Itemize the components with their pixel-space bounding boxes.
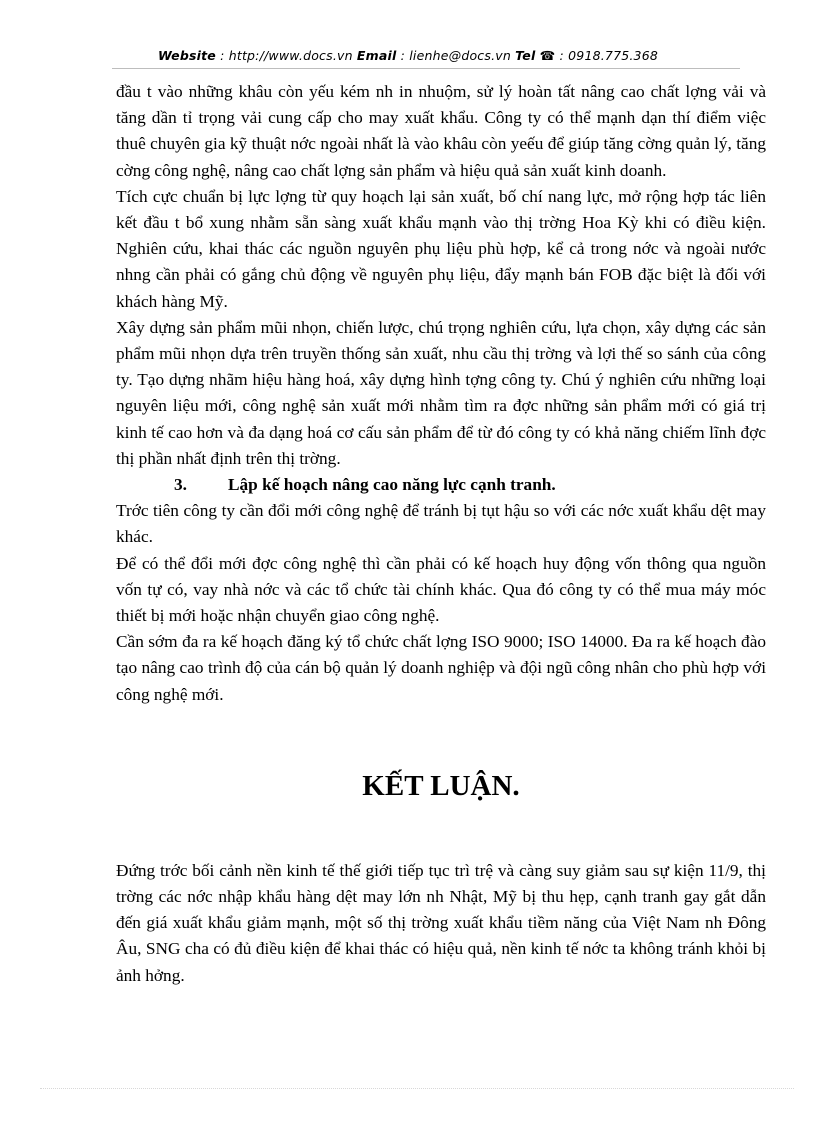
paragraph-investment: đầu t vào những khâu còn yếu kém nh in nhuộm, sử lý hoàn tất nâng cao chất lợng vải và tăng dần tỉ trọng vải cung cấp cho may xuất khẩu. Công ty có thể mạnh dạn thí điểm việc thuê chuyên gia kỹ thuật nớc ngoài nhất là vào khâu còn yeếu để giúp tăng cờng quản lý, tăng cờng công nghệ, nâng cao chất lợng sản phẩm và hiệu quả sản xuất kinh doanh. [116, 82, 766, 180]
paragraph-quality: Cần sớm đa ra kế hoạch đăng ký tổ chức chất lợng ISO 9000; ISO 14000. Đa ra kế hoạch đào tạo nâng cao trình độ của cán bộ quản lý doanh nghiệp và đội ngũ công nhân cho phù hợp với công nghệ mới. [116, 632, 766, 704]
website-value[interactable]: : http://www.docs.vn [215, 48, 357, 63]
email-value[interactable]: : lienhe@docs.vn [396, 48, 516, 63]
paragraph-preparation: Tích cực chuẩn bị lực lợng từ quy hoạch lại sản xuất, bố chí nang lực, mở rộng hợp tác liên kết đầu t bổ xung nhằm sẵn sàng xuất khẩu mạnh vào thị trờng Hoa Kỳ khi có điều kiện. Nghiên cứu, khai thác các nguồn nguyên phụ liệu phù hợp, kể cả trong nớc và ngoài nước nhng cần phải có gắng chủ động về nguyên phụ liệu, đẩy mạnh bán FOB đặc biệt là đối với khách hàng Mỹ. [116, 186, 766, 311]
document-body [116, 79, 766, 989]
header-divider [112, 68, 740, 69]
conclusion-title: KẾT LUẬN. [362, 769, 520, 802]
section-title: Lập kế hoạch nâng cao năng lực cạnh tranh. [228, 475, 556, 495]
tel-value: ☎ : 0918.775.368 [535, 48, 659, 63]
section-number: 3. [174, 475, 187, 495]
tel-label: Tel [515, 48, 536, 63]
paragraph-capital: Để có thể đổi mới đợc công nghệ thì cần phải có kế hoạch huy động vốn thông qua nguồn vốn tự có, vay nhà nớc và các tổ chức tài chính khác. Qua đó công ty có thể mua máy móc thiết bị mới hoặc nhận chuyển giao công nghệ. [116, 553, 766, 626]
section-heading [116, 472, 766, 498]
paragraph-conclusion: Đứng trớc bối cảnh nền kinh tế thế giới tiếp tục trì trệ và càng suy giảm sau sự kiện 11/9, thị trờng các nớc nhập khẩu hàng dệt may lớn nh Nhật, Mỹ bị thu hẹp, cạnh tranh gay gắt dẫn đến giá xuất khẩu giảm mạnh, một số thị trờng xuất khẩu tiềm năng của Việt Nam nh Đông Âu, SNG cha có đủ điều kiện để khai thác có hiệu quả, nền kinh tế nớc ta không tránh khỏi bị ảnh hởng. [116, 860, 766, 985]
paragraph-products: Xây dựng sản phẩm mũi nhọn, chiến lược, chú trọng nghiên cứu, lựa chọn, xây dựng các sản phẩm mũi nhọn dựa trên truyền thống sản xuất, nhu cầu thị trờng và lợi thế so sánh của công ty. Tạo dựng nhãm hiệu hàng hoá, xây dựng hình tợng công ty. Chú ý nghiên cứu những loại nguyên liệu mới, công nghệ sản xuất mới nhằm tìm ra đợc những sản phẩm mới có giá trị kinh tế cao hơn và đa dạng hoá cơ cấu sản phẩm để từ đó công ty có khả năng chiếm lĩnh đợc thị phần nhất định trên thị trờng. [116, 317, 766, 468]
paragraph-technology: Trớc tiên công ty cần đổi mới công nghệ để tránh bị tụt hậu so với các nớc xuất khẩu dệt may khác. [116, 501, 766, 547]
email-label: Email [356, 48, 397, 63]
website-label: Website [157, 48, 216, 63]
page-header [0, 48, 816, 63]
footer-divider [40, 1088, 794, 1089]
